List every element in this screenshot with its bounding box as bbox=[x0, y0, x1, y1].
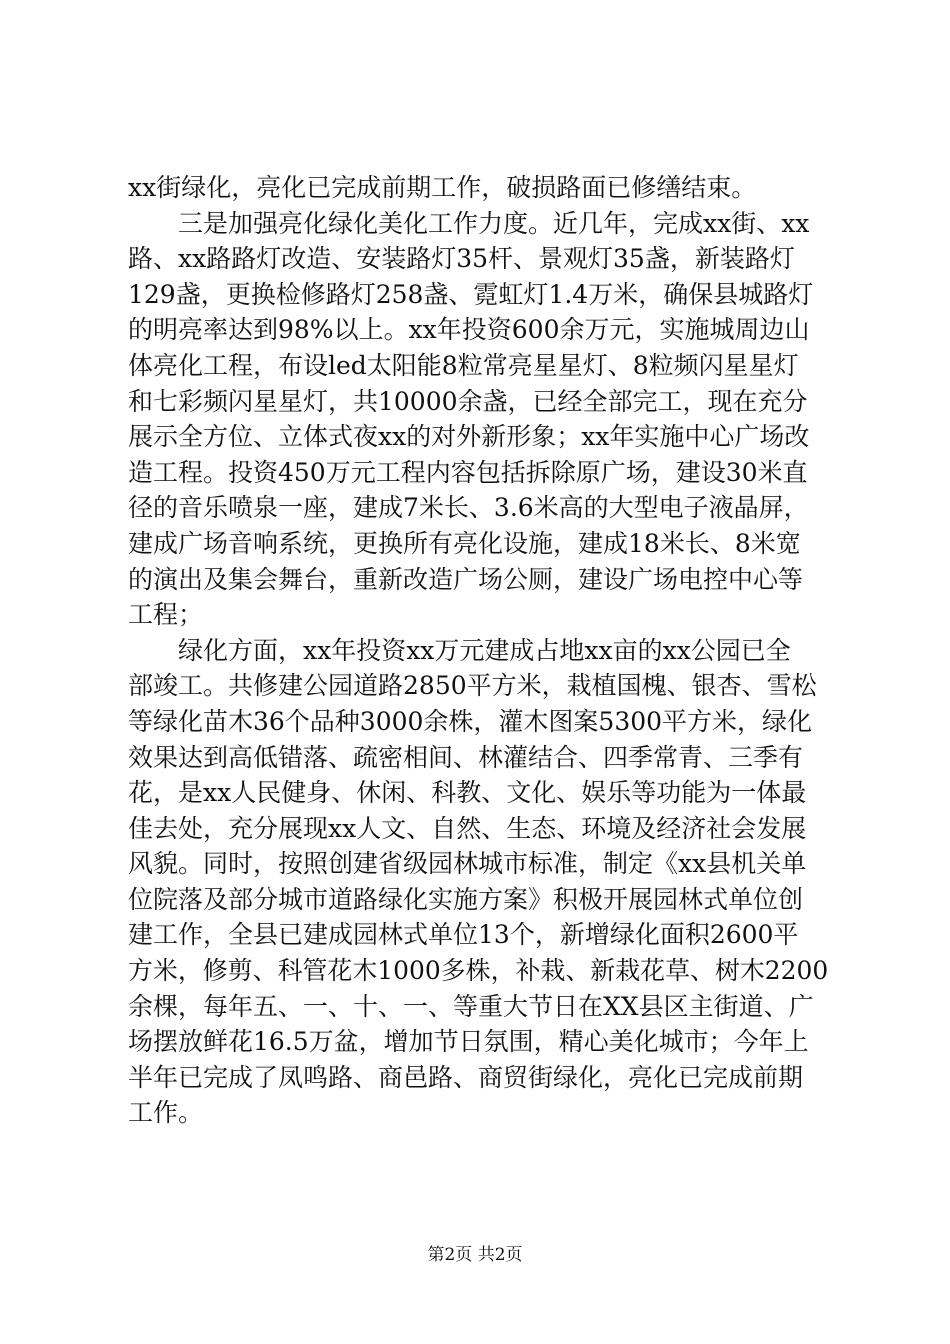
text-line: 佳去处，充分展现xx人文、自然、生态、环境及经济社会发展 bbox=[128, 813, 807, 843]
text-line: 路、xx路路灯改造、安装路灯35杆、景观灯35盏，新装路灯 bbox=[128, 244, 795, 274]
text-line: 建成广场音响系统，更换所有亮化设施，建成18米长、8米宽 bbox=[128, 528, 801, 558]
text-line: 半年已完成了凤鸣路、商邑路、商贸街绿化，亮化已完成前期 bbox=[128, 1062, 804, 1092]
text-line: 等绿化苗木36个品种3000余株，灌木图案5300平方米，绿化 bbox=[128, 706, 813, 736]
text-line: 129盏，更换检修路灯258盏、霓虹灯1.4万米，确保县城路灯 bbox=[128, 279, 814, 309]
text-line: 效果达到高低错落、疏密相间、林灌结合、四季常青、三季有 bbox=[128, 742, 804, 772]
text-line: 工程； bbox=[128, 600, 204, 630]
text-line: 体亮化工程，布设led太阳能8粒常亮星星灯、8粒频闪星星灯 bbox=[128, 350, 799, 380]
text-line: xx街绿化，亮化已完成前期工作，破损路面已修缮结束。 bbox=[128, 173, 757, 202]
text-line: 余棵，每年五、一、十、一、等重大节日在XX县区主街道、广 bbox=[128, 991, 814, 1021]
text-line: 工作。 bbox=[128, 1098, 204, 1128]
text-line: 部竣工。共修建公园道路2850平方米，栽植国槐、银杏、雪松 bbox=[128, 671, 817, 701]
text-line: 位院落及部分城市道路绿化实施方案》积极开展园林式单位创 bbox=[128, 884, 804, 914]
text-line: 绿化方面，xx年投资xx万元建成占地xx亩的xx公园已全 bbox=[128, 635, 791, 665]
text-line: 三是加强亮化绿化美化工作力度。近几年，完成xx街、xx bbox=[128, 208, 810, 238]
text-line: 的明亮率达到98%以上。xx年投资600余万元，实施城周边山 bbox=[128, 315, 810, 345]
text-line: 径的音乐喷泉一座，建成7米长、3.6米高的大型电子液晶屏， bbox=[128, 493, 809, 523]
text-line: 和七彩频闪星星灯，共10000余盏，已经全部完工，现在充分 bbox=[128, 386, 808, 416]
text-line: 风貌。同时，按照创建省级园林城市标准，制定《xx县机关单 bbox=[128, 849, 807, 879]
page-footer: 第2页 共2页 bbox=[427, 1245, 523, 1265]
text-line: 展示全方位、立体式夜xx的对外新形象；xx年实施中心广场改 bbox=[128, 422, 810, 452]
text-line: 场摆放鲜花16.5万盆，增加节日氛围，精心美化城市；今年上 bbox=[128, 1027, 809, 1057]
body-text bbox=[128, 170, 828, 1131]
text-line: 方米，修剪、科管花木1000多株，补栽、新栽花草、树木2200 bbox=[128, 956, 829, 986]
text-line: 建工作，全县已建成园林式单位13个，新增绿化面积2600平 bbox=[128, 920, 799, 950]
text-line: 造工程。投资450万元工程内容包括拆除原广场，建设30米直 bbox=[128, 457, 808, 487]
text-line: 的演出及集会舞台，重新改造广场公厕，建设广场电控中心等 bbox=[128, 564, 804, 594]
text-line: 花，是xx人民健身、休闲、科教、文化、娱乐等功能为一体最 bbox=[128, 778, 807, 808]
